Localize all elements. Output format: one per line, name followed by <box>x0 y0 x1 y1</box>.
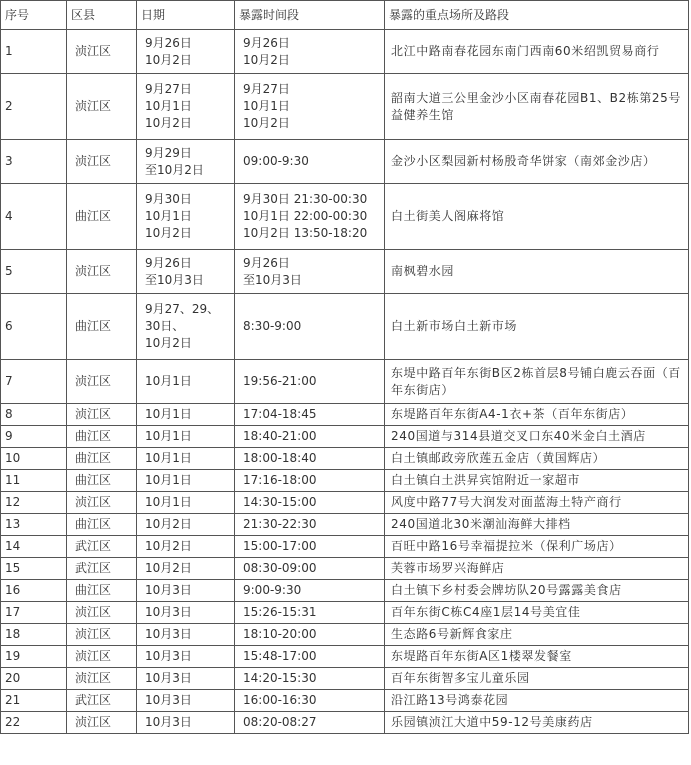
cell-exposure-time <box>235 294 385 360</box>
date-line: 9月26日 <box>145 35 192 50</box>
date-line: 10月1日 <box>145 374 192 388</box>
table-row <box>1 30 689 74</box>
table-row <box>1 492 689 514</box>
time-line: 10月2日 <box>243 116 290 130</box>
cell-no: 8 <box>1 404 67 426</box>
date-line: 9月26日 <box>145 255 192 270</box>
cell-date <box>137 404 235 426</box>
cell-no: 20 <box>1 668 67 690</box>
time-line: 08:20-08:27 <box>243 715 317 729</box>
cell-key-location: 百旺中路16号幸福提拉米（保利广场店） <box>385 536 689 558</box>
date-line: 9月27、29、 <box>145 302 220 316</box>
table-body <box>1 30 689 734</box>
date-line: 10月1日 <box>145 99 192 113</box>
cell-district: 曲江区 <box>67 514 137 536</box>
cell-exposure-time <box>235 536 385 558</box>
time-line: 9月30日 21:30-00:30 <box>243 192 368 206</box>
date-line: 10月3日 <box>145 693 192 707</box>
cell-district: 浈江区 <box>67 624 137 646</box>
date-line: 10月2日 <box>145 561 192 575</box>
date-line: 10月2日 <box>145 539 192 553</box>
cell-district: 曲江区 <box>67 448 137 470</box>
cell-exposure-time <box>235 74 385 140</box>
cell-key-location: 南枫碧水园 <box>385 250 689 294</box>
cell-exposure-time <box>235 624 385 646</box>
cell-district: 曲江区 <box>67 294 137 360</box>
cell-exposure-time <box>235 184 385 250</box>
table-header-row <box>1 1 689 30</box>
cell-exposure-time <box>235 712 385 734</box>
cell-no: 15 <box>1 558 67 580</box>
cell-key-location: 东堤路百年东街A4-1衣+茶（百年东街店） <box>385 404 689 426</box>
cell-no: 13 <box>1 514 67 536</box>
cell-date <box>137 602 235 624</box>
cell-no: 1 <box>1 30 67 74</box>
cell-date <box>137 514 235 536</box>
time-line: 15:48-17:00 <box>243 649 317 663</box>
cell-district: 浈江区 <box>67 74 137 140</box>
time-line: 10月1日 <box>243 99 290 113</box>
cell-exposure-time <box>235 404 385 426</box>
time-line: 21:30-22:30 <box>243 517 317 531</box>
cell-no: 18 <box>1 624 67 646</box>
time-line: 9月26日 <box>243 255 290 270</box>
table-row <box>1 470 689 492</box>
date-line: 10月2日 <box>145 517 192 531</box>
header-key-location: 暴露的重点场所及路段 <box>385 1 689 30</box>
time-line: 17:16-18:00 <box>243 473 317 487</box>
table-row <box>1 624 689 646</box>
cell-key-location: 240国道北30米潮汕海鲜大排档 <box>385 514 689 536</box>
cell-no: 2 <box>1 74 67 140</box>
cell-no: 9 <box>1 426 67 448</box>
date-line: 10月1日 <box>145 407 192 421</box>
time-line: 9月26日 <box>243 35 290 50</box>
cell-exposure-time <box>235 426 385 448</box>
cell-no: 4 <box>1 184 67 250</box>
cell-district: 浈江区 <box>67 668 137 690</box>
date-line: 至10月2日 <box>145 162 204 177</box>
cell-date <box>137 558 235 580</box>
date-line: 10月3日 <box>145 583 192 597</box>
cell-date <box>137 690 235 712</box>
date-line: 10月3日 <box>145 605 192 619</box>
cell-district: 武江区 <box>67 690 137 712</box>
time-line: 17:04-18:45 <box>243 407 317 421</box>
cell-key-location: 白土镇下乡村委会牌坊队20号露露美食店 <box>385 580 689 602</box>
cell-exposure-time <box>235 492 385 514</box>
cell-exposure-time <box>235 140 385 184</box>
cell-key-location: 生态路6号新辉食家庄 <box>385 624 689 646</box>
cell-no: 6 <box>1 294 67 360</box>
cell-exposure-time <box>235 30 385 74</box>
cell-key-location: 北江中路南春花园东南门西南60米绍凯贸易商行 <box>385 30 689 74</box>
cell-key-location: 东堤中路百年东街B区2栋首层8号铺白鹿云吞面（百年东街店） <box>385 360 689 404</box>
cell-exposure-time <box>235 668 385 690</box>
table-row <box>1 426 689 448</box>
date-line: 10月3日 <box>145 671 192 685</box>
table-row <box>1 294 689 360</box>
cell-district: 浈江区 <box>67 250 137 294</box>
cell-district: 浈江区 <box>67 646 137 668</box>
cell-key-location: 沿江路13号鸿泰花园 <box>385 690 689 712</box>
cell-date <box>137 646 235 668</box>
time-line: 至10月3日 <box>243 272 302 287</box>
cell-date <box>137 74 235 140</box>
cell-date <box>137 360 235 404</box>
cell-exposure-time <box>235 602 385 624</box>
cell-key-location: 白土街美人阁麻将馆 <box>385 184 689 250</box>
cell-district: 曲江区 <box>67 184 137 250</box>
cell-district: 浈江区 <box>67 712 137 734</box>
cell-exposure-time <box>235 580 385 602</box>
cell-key-location: 百年东街C栋C4座1层14号美宜佳 <box>385 602 689 624</box>
cell-key-location: 白土镇邮政旁欣莲五金店（黄国辉店） <box>385 448 689 470</box>
cell-no: 14 <box>1 536 67 558</box>
time-line: 14:30-15:00 <box>243 495 317 509</box>
cell-district: 曲江区 <box>67 470 137 492</box>
cell-key-location: 东堤路百年东街A区1楼翠发餐室 <box>385 646 689 668</box>
time-line: 9月27日 <box>243 82 290 96</box>
cell-date <box>137 536 235 558</box>
cell-no: 21 <box>1 690 67 712</box>
time-line: 18:40-21:00 <box>243 429 317 443</box>
cell-no: 12 <box>1 492 67 514</box>
cell-no: 11 <box>1 470 67 492</box>
date-line: 10月1日 <box>145 495 192 509</box>
cell-district: 曲江区 <box>67 580 137 602</box>
cell-date <box>137 668 235 690</box>
cell-district: 浈江区 <box>67 404 137 426</box>
time-line: 09:00-9:30 <box>243 154 309 168</box>
header-exposure-time: 暴露时间段 <box>235 1 385 30</box>
cell-key-location: 乐园镇浈江大道中59-12号美康药店 <box>385 712 689 734</box>
cell-key-location: 白土新市场白土新市场 <box>385 294 689 360</box>
time-line: 18:00-18:40 <box>243 451 317 465</box>
cell-key-location: 韶南大道三公里金沙小区南春花园B1、B2栋第25号益健养生馆 <box>385 74 689 140</box>
time-line: 14:20-15:30 <box>243 671 317 685</box>
cell-date <box>137 294 235 360</box>
cell-exposure-time <box>235 690 385 712</box>
cell-key-location: 百年东街智多宝儿童乐园 <box>385 668 689 690</box>
cell-district: 浈江区 <box>67 492 137 514</box>
date-line: 9月30日 <box>145 192 192 206</box>
table-row <box>1 74 689 140</box>
cell-date <box>137 624 235 646</box>
cell-district: 曲江区 <box>67 426 137 448</box>
date-line: 10月2日 <box>145 226 192 240</box>
date-line: 30日、 <box>145 319 185 333</box>
cell-exposure-time <box>235 360 385 404</box>
date-line: 9月29日 <box>145 145 192 160</box>
cell-date <box>137 426 235 448</box>
date-line: 10月2日 <box>145 336 192 350</box>
time-line: 8:30-9:00 <box>243 319 302 333</box>
table-row <box>1 580 689 602</box>
table-row <box>1 536 689 558</box>
cell-district: 武江区 <box>67 558 137 580</box>
date-line: 10月1日 <box>145 429 192 443</box>
cell-key-location: 风度中路77号大润发对面蓝海土特产商行 <box>385 492 689 514</box>
time-line: 16:00-16:30 <box>243 693 317 707</box>
table-row <box>1 184 689 250</box>
time-line: 10月2日 13:50-18:20 <box>243 226 368 240</box>
table-row <box>1 712 689 734</box>
cell-date <box>137 448 235 470</box>
header-date: 日期 <box>137 1 235 30</box>
cell-date <box>137 712 235 734</box>
cell-key-location: 金沙小区梨园新村杨殷奇华饼家（南郊金沙店） <box>385 140 689 184</box>
table-row <box>1 360 689 404</box>
cell-no: 7 <box>1 360 67 404</box>
table-row <box>1 448 689 470</box>
table-row <box>1 140 689 184</box>
cell-no: 22 <box>1 712 67 734</box>
cell-district: 浈江区 <box>67 30 137 74</box>
cell-key-location: 白土镇白土洪昇宾馆附近一家超市 <box>385 470 689 492</box>
cell-exposure-time <box>235 558 385 580</box>
cell-date <box>137 140 235 184</box>
cell-exposure-time <box>235 646 385 668</box>
time-line: 08:30-09:00 <box>243 561 317 575</box>
header-district: 区县 <box>67 1 137 30</box>
date-line: 10月3日 <box>145 627 192 641</box>
date-line: 10月1日 <box>145 451 192 465</box>
time-line: 10月1日 22:00-00:30 <box>243 209 368 223</box>
cell-district: 浈江区 <box>67 602 137 624</box>
table-row <box>1 250 689 294</box>
cell-no: 5 <box>1 250 67 294</box>
table-row <box>1 668 689 690</box>
time-line: 19:56-21:00 <box>243 374 317 388</box>
cell-date <box>137 30 235 74</box>
cell-no: 3 <box>1 140 67 184</box>
date-line: 10月2日 <box>145 52 192 67</box>
cell-district: 浈江区 <box>67 360 137 404</box>
cell-no: 17 <box>1 602 67 624</box>
table-row <box>1 558 689 580</box>
time-line: 10月2日 <box>243 52 290 67</box>
date-line: 10月2日 <box>145 116 192 130</box>
cell-no: 16 <box>1 580 67 602</box>
cell-key-location: 240国道与314县道交叉口东40米金白土酒店 <box>385 426 689 448</box>
cell-district: 武江区 <box>67 536 137 558</box>
cell-date <box>137 492 235 514</box>
time-line: 15:26-15:31 <box>243 605 317 619</box>
date-line: 10月1日 <box>145 209 192 223</box>
table-row <box>1 690 689 712</box>
date-line: 至10月3日 <box>145 272 204 287</box>
cell-exposure-time <box>235 514 385 536</box>
header-no: 序号 <box>1 1 67 30</box>
cell-no: 19 <box>1 646 67 668</box>
cell-exposure-time <box>235 250 385 294</box>
cell-date <box>137 580 235 602</box>
cell-exposure-time <box>235 470 385 492</box>
cell-no: 10 <box>1 448 67 470</box>
date-line: 10月1日 <box>145 473 192 487</box>
table-row <box>1 514 689 536</box>
time-line: 15:00-17:00 <box>243 539 317 553</box>
time-line: 18:10-20:00 <box>243 627 317 641</box>
cell-district: 浈江区 <box>67 140 137 184</box>
cell-date <box>137 184 235 250</box>
table-row <box>1 404 689 426</box>
cell-exposure-time <box>235 448 385 470</box>
cell-date <box>137 470 235 492</box>
cell-date <box>137 250 235 294</box>
date-line: 9月27日 <box>145 82 192 96</box>
table-row <box>1 602 689 624</box>
date-line: 10月3日 <box>145 715 192 729</box>
table-row <box>1 646 689 668</box>
cell-key-location: 芙蓉市场罗兴海鲜店 <box>385 558 689 580</box>
time-line: 9:00-9:30 <box>243 583 302 597</box>
date-line: 10月3日 <box>145 649 192 663</box>
